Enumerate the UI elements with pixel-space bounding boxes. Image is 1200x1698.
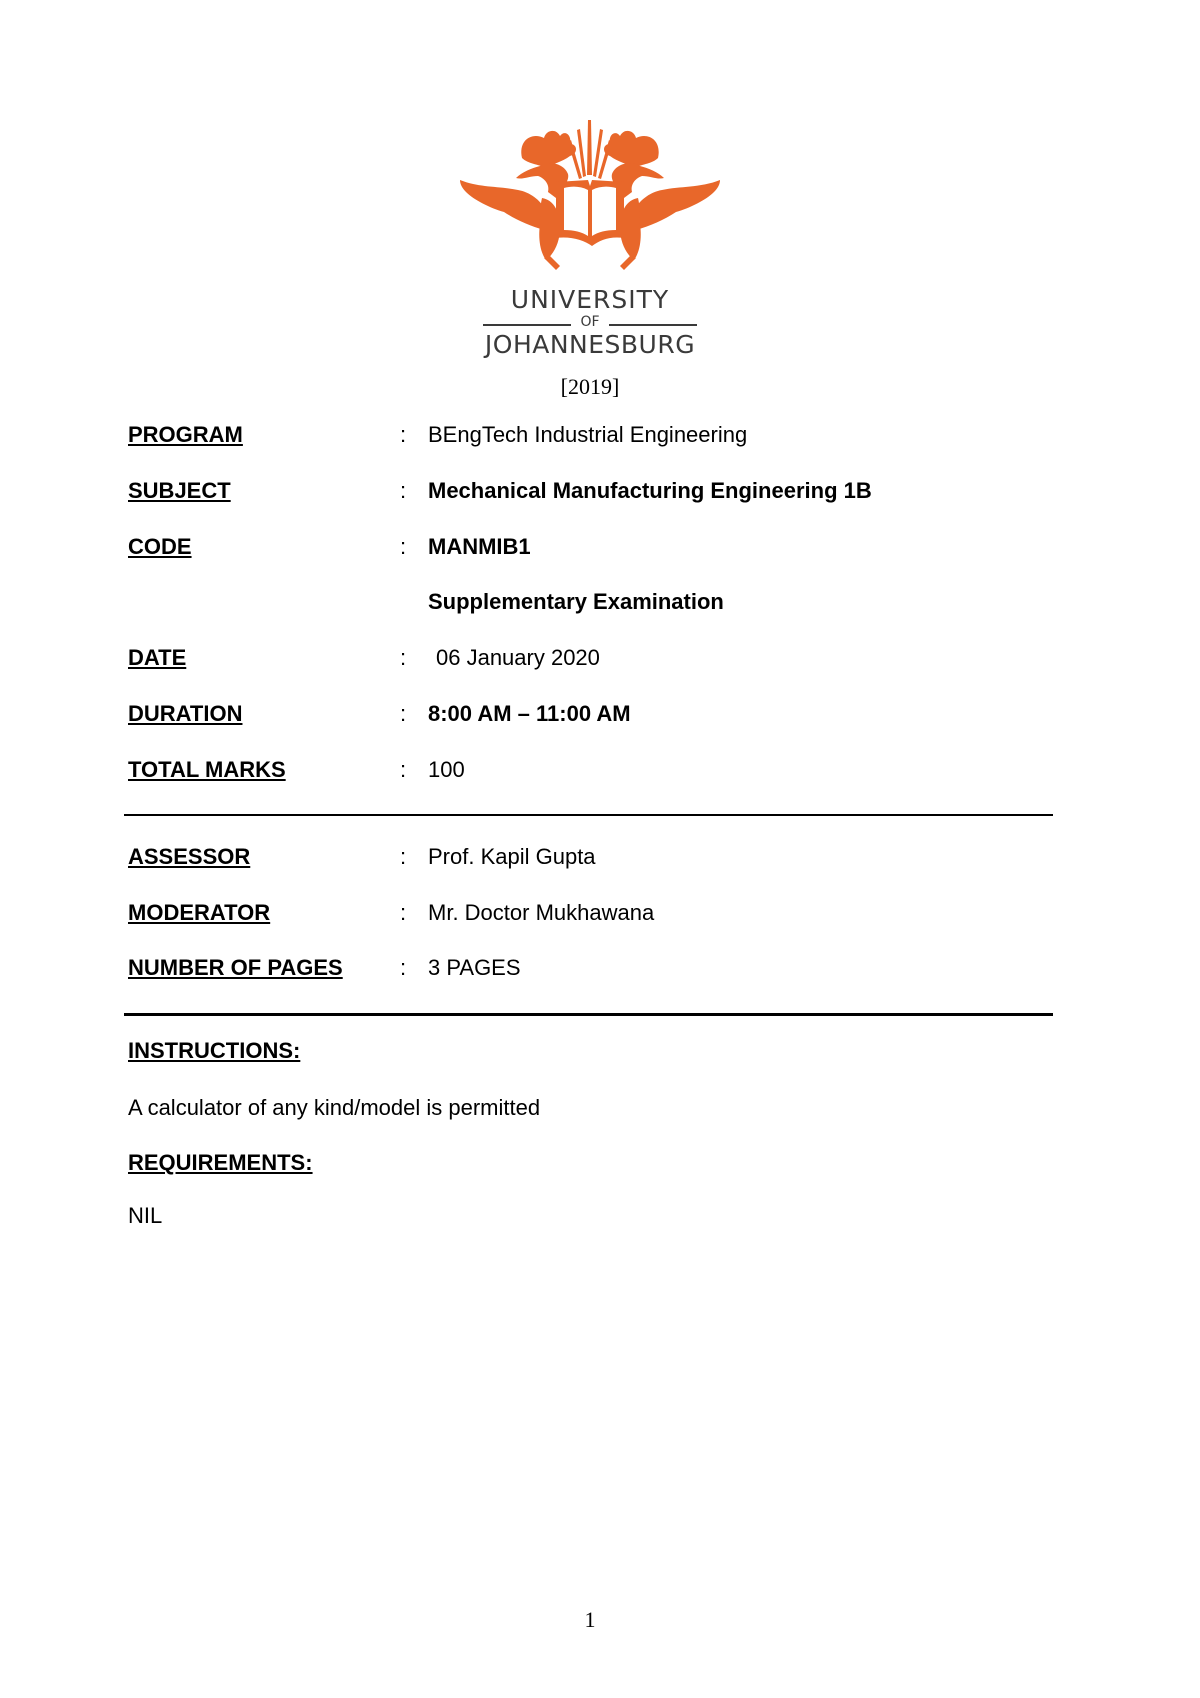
requirements-text: NIL [128, 1203, 163, 1228]
subject-label: SUBJECT [128, 478, 231, 503]
moderator-label: MODERATOR [128, 900, 271, 925]
assessor-value: Prof. Kapil Gupta [428, 844, 596, 869]
moderator-value: Mr. Doctor Mukhawana [428, 900, 655, 925]
instructions-text: A calculator of any kind/model is permitted [128, 1095, 541, 1120]
duration-label: DURATION [128, 701, 243, 726]
number-of-pages-value: 3 PAGES [428, 955, 521, 980]
assessor-label: ASSESSOR [128, 844, 251, 869]
subject-colon: : [400, 478, 407, 503]
logo-text-of: OF [580, 314, 600, 330]
code-colon: : [400, 534, 407, 559]
exam-year: [2019] [560, 374, 620, 399]
instructions-heading: INSTRUCTIONS: [128, 1038, 301, 1063]
date-colon: : [400, 645, 407, 670]
program-colon: : [400, 422, 407, 447]
duration-value: 8:00 AM – 11:00 AM [428, 701, 631, 726]
requirements-heading: REQUIREMENTS: [128, 1150, 313, 1175]
number-of-pages-colon: : [400, 955, 407, 980]
exam-type-value: Supplementary Examination [428, 589, 724, 614]
code-value: MANMIB1 [428, 534, 531, 559]
total-marks-colon: : [400, 757, 407, 782]
total-marks-label: TOTAL MARKS [128, 757, 286, 782]
hoopoe-birds-book-emblem [460, 120, 720, 270]
date-label: DATE [128, 645, 187, 670]
program-value: BEngTech Industrial Engineering [428, 422, 748, 447]
program-label: PROGRAM [128, 422, 243, 447]
total-marks-value: 100 [428, 757, 465, 782]
moderator-colon: : [400, 900, 407, 925]
divider-bottom [124, 1013, 1053, 1016]
subject-value: Mechanical Manufacturing Engineering 1B [428, 478, 872, 503]
logo-rule-right [609, 324, 697, 326]
assessor-colon: : [400, 844, 407, 869]
number-of-pages-label: NUMBER OF PAGES [128, 955, 343, 980]
code-label: CODE [128, 534, 192, 559]
university-logo [460, 120, 720, 270]
divider-top [124, 814, 1053, 816]
logo-rule-left [483, 324, 571, 326]
logo-text-university: UNIVERSITY [510, 285, 670, 314]
date-value: 06 January 2020 [436, 645, 600, 670]
page-number: 1 [584, 1607, 596, 1632]
logo-text-johannesburg: JOHANNESBURG [484, 330, 696, 359]
duration-colon: : [400, 701, 407, 726]
